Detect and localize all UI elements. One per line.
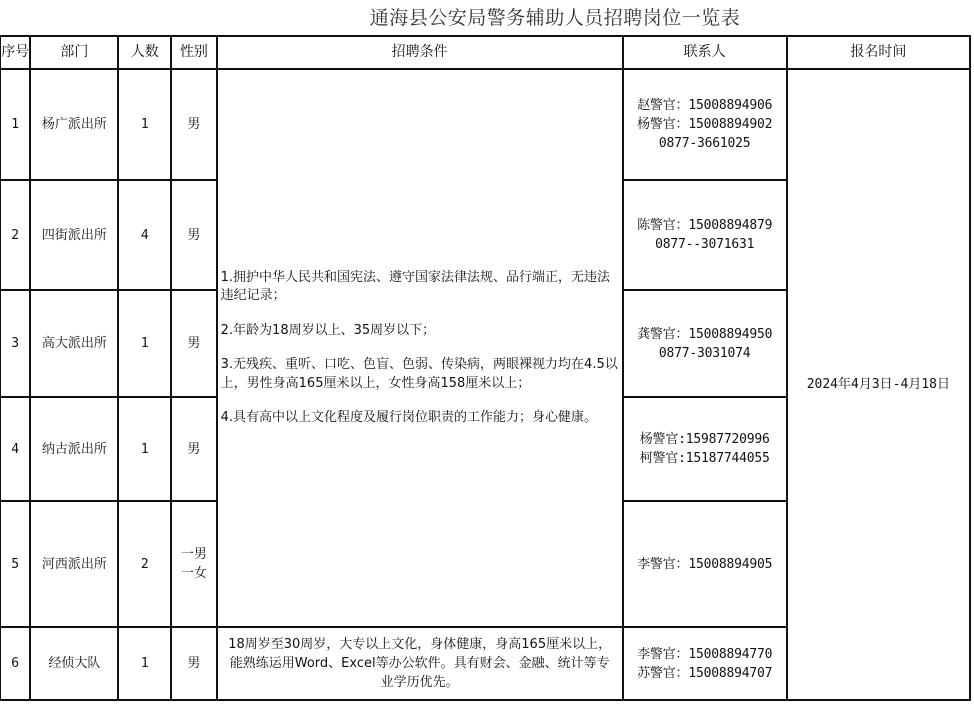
contact-line: 柯警官:15187744055	[639, 451, 770, 466]
header-contact: 联系人	[623, 36, 787, 69]
contact-line: 赵警官：15008894906	[637, 98, 773, 113]
requirements-list	[218, 269, 622, 428]
contact-line: 杨警官：15008894902	[637, 117, 773, 132]
shared-requirements-cell	[217, 69, 623, 627]
contact-line: 杨警官:15987720996	[639, 432, 770, 447]
table-row	[0, 69, 970, 180]
contact-line: 龚警官：15008894950	[637, 326, 773, 342]
row-no: 2	[0, 180, 30, 290]
row-no: 4	[0, 397, 30, 501]
row-no: 3	[0, 290, 30, 397]
row-gender: 男	[171, 627, 217, 700]
header-count: 人数	[118, 36, 171, 69]
row-contact	[623, 290, 787, 397]
row-contact	[623, 501, 787, 627]
requirement-item: 2.年龄为18周岁以上、35周岁以下；	[220, 322, 436, 338]
contact-line: 李警官：15008894770	[637, 646, 773, 662]
requirement-item: 4.具有高中以上文化程度及履行岗位职责的工作能力；身心健康。	[220, 410, 598, 425]
gender-line: 一女	[180, 566, 207, 581]
row-count: 1	[118, 397, 171, 501]
row-dept: 经侦大队	[30, 627, 118, 700]
row-count: 4	[118, 180, 171, 290]
row-dept: 杨广派出所	[30, 69, 118, 180]
requirement-item: 3.无残疾、重听、口吃、色盲、色弱、传染病，两眼裸视力均在4.5以上，男性身高165厘米以上，女性身高158厘米以上；	[220, 357, 618, 391]
header-dept: 部门	[30, 36, 118, 69]
recruitment-table	[0, 35, 971, 701]
row-no: 5	[0, 501, 30, 627]
contact-line: 0877-3031074	[658, 345, 751, 361]
row-contact	[623, 180, 787, 290]
row-dept: 河西派出所	[30, 501, 118, 627]
row-gender: 男	[171, 397, 217, 501]
row-contact	[623, 397, 787, 501]
row-gender: 男	[171, 180, 217, 290]
row-count: 1	[118, 627, 171, 700]
row-count: 1	[118, 290, 171, 397]
row-gender: 男	[171, 69, 217, 180]
requirements-text: 18周岁至30周岁，大专以上文化，身体健康，身高165厘米以上，能熟练运用Word、Excel等办公软件。具有财会、金融、统计等专业学历优先。	[228, 637, 612, 690]
contact-line: 苏警官：15008894707	[637, 665, 773, 681]
contact-line: 陈警官：15008894879	[637, 218, 773, 233]
page-title	[0, 0, 974, 35]
row-contact	[623, 627, 787, 700]
contact-line: 0877-3661025	[658, 136, 751, 151]
header-gender: 性别	[171, 36, 217, 69]
row-dept: 纳古派出所	[30, 397, 118, 501]
row-dept: 四街派出所	[30, 180, 118, 290]
contact-line: 李警官：15008894905	[637, 556, 773, 572]
row-no: 6	[0, 627, 30, 700]
gender-line: 一男	[180, 547, 207, 562]
header-no: 序号	[0, 36, 30, 69]
row-gender: 男	[171, 290, 217, 397]
row-count: 1	[118, 69, 171, 180]
signup-time-cell: 2024年4月3日-4月18日	[787, 69, 970, 700]
row-requirements	[217, 627, 623, 700]
header-signup-time: 报名时间	[787, 36, 970, 69]
row-count: 2	[118, 501, 171, 627]
contact-line: 0877--3071631	[655, 237, 755, 252]
row-contact	[623, 69, 787, 180]
header-row	[0, 36, 970, 69]
row-dept: 高大派出所	[30, 290, 118, 397]
table-title: 通海县公安局警务辅助人员招聘岗位一览表	[369, 7, 741, 29]
header-requirements: 招聘条件	[217, 36, 623, 69]
row-gender	[171, 501, 217, 627]
requirement-item: 1.拥护中华人民共和国宪法、遵守国家法律法规、品行端正，无违法违纪记录；	[220, 269, 611, 303]
row-no: 1	[0, 69, 30, 180]
